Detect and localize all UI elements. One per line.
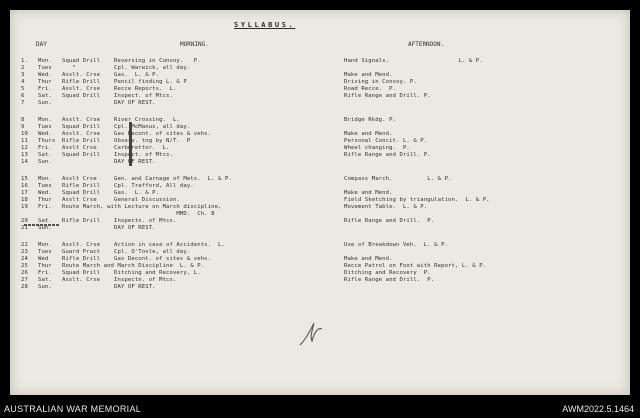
row-day-name: Tues [38, 183, 52, 189]
row-morning: Asslt. Crse Action in case of Accidents. L. [62, 242, 225, 248]
row-afternoon: Recce Patrol on Foot with Report, L. & P. [344, 263, 487, 269]
row-morning: Asslt Crse Carburettor. L. [62, 145, 170, 151]
row-day-number: 18 [21, 197, 28, 203]
row-day-name: Sat. [38, 152, 52, 158]
row-morning: Route March and March Discipline L. & P. [62, 263, 205, 269]
row-day-name: Thur [38, 197, 52, 203]
row-day-number: 7 [21, 100, 25, 106]
row-day-number: 9 [21, 124, 25, 130]
row-morning: Guard Pract Cpl. O'Toole, all day. [62, 249, 191, 255]
row-day-number: 11 [21, 138, 28, 144]
row-day-name: Sat. [38, 93, 52, 99]
row-afternoon: Make and Mend. [344, 190, 393, 196]
row-day-number: 3 [21, 72, 25, 78]
row-morning: Asslt. Crse River Crossing. L. [62, 117, 180, 123]
row-day-number: 27 [21, 277, 28, 283]
row-day-name: Fri. [38, 270, 52, 276]
row-afternoon: Make and Mend. [344, 72, 393, 78]
row-day-number: 13 [21, 152, 28, 158]
row-day-number: 17 [21, 190, 28, 196]
row-afternoon: Compass March. L. & P. [344, 176, 452, 182]
row-afternoon: Rifle Range and Drill. P. [344, 218, 435, 224]
row-day-name: Tues [38, 124, 52, 130]
row-afternoon: Ditching and Recovery P. [344, 270, 431, 276]
row-day-name: Thur [38, 263, 52, 269]
row-morning: Squad Drill Reversing in Convoy. P. [62, 58, 201, 64]
row-morning: Squad Drill Ditching and Recovery, L. [62, 270, 201, 276]
row-morning: " Cpl. Warwick, all day. [62, 65, 191, 71]
row-afternoon: Driving in Convoy. P. [344, 79, 417, 85]
row-day-number: 1. [21, 58, 28, 64]
row-morning: Asslt. Crse Gas. L. & P. [62, 72, 160, 78]
row-morning: Squad Drill Gas. L. & P. [62, 190, 160, 196]
row-afternoon: Bridge Rkdg. P. [344, 117, 397, 123]
row-morning: Rifle Drill Observ. tng by N/T. P [62, 138, 191, 144]
row-day-number: 19 [21, 204, 28, 210]
afternoon-header: AFTERNOON. [408, 41, 445, 48]
row-day-name: Tues [38, 65, 52, 71]
row-day-name: Mon. [38, 176, 52, 182]
row-morning: Rifle Drill Gas Decont. of sites & vehs. [62, 256, 212, 262]
row-morning: Asslt Crse Gen. and Carnage of Mets. L. & P. [62, 176, 232, 182]
row-morning: DAY OF REST. [62, 284, 156, 290]
row-day-name: Sun. [38, 284, 52, 290]
row-day-name: Mon. [38, 58, 52, 64]
row-day-number: 25 [21, 263, 28, 269]
row-day-number: 24 [21, 256, 28, 262]
page-title: SYLLABUS. [234, 21, 296, 29]
row-day-name: Wed. [38, 72, 52, 78]
row-morning: Asslt Crse General Discussion. [62, 197, 180, 203]
row-morning: Squad Drill Cpl. McManus, all day. [62, 124, 191, 130]
row-day-number: 22 [21, 242, 28, 248]
row-morning: Rifle Drill Inspectn. of Mtcs. [62, 218, 177, 224]
row-afternoon: Make and Mend. [344, 256, 393, 262]
footer-id: AWM2022.5.1464 [562, 404, 634, 414]
row-day-name: Sun. [38, 100, 52, 106]
row-morning: Route March, with Lecture on March discipline, [62, 204, 222, 210]
row-afternoon: Rifle Range and Drill. P. [344, 277, 435, 283]
row-morning: Asslt. Crse Recce Reports. L. [62, 86, 177, 92]
row-day-name: Mon. [38, 117, 52, 123]
row-day-name: Tues [38, 249, 52, 255]
row-morning: Squad Drill Inspect. of Mtcs. [62, 93, 173, 99]
row-morning: Asslt. Crse Inspectn. of Mtcs. [62, 277, 177, 283]
row-day-number: 8 [21, 117, 25, 123]
row-day-name: Fri. [38, 145, 52, 151]
row-morning: DAY OF REST. [62, 100, 156, 106]
row-day-name: Fri. [38, 204, 52, 210]
row-morning: DAY OF REST. [62, 225, 156, 231]
row-day-number: 28 [21, 284, 28, 290]
row-day-name: Sun. [38, 159, 52, 165]
morning-header: MORNING. [180, 41, 209, 48]
row-day-name: Fri. [38, 86, 52, 92]
document-page [10, 10, 630, 395]
row-day-number: 20 [21, 218, 28, 224]
row-day-number: 10 [21, 131, 28, 137]
row-day-number: 4 [21, 79, 25, 85]
row-day-number: 15 [21, 176, 28, 182]
row-day-number: 2 [21, 65, 25, 71]
row-day-name: Thurs [38, 138, 56, 144]
row-day-number: 23 [21, 249, 28, 255]
row-day-name: Wed [38, 256, 49, 262]
row-day-number: 5 [21, 86, 25, 92]
row-day-name: Sat. [38, 277, 52, 283]
row-day-number: 16 [21, 183, 28, 189]
row-afternoon: Wheel changing. P. [344, 145, 410, 151]
row-afternoon: Movement Table. L. & P. [344, 204, 428, 210]
row-day-name: Sat. [38, 218, 52, 224]
row-afternoon: Road Recce. P. [344, 86, 397, 92]
row-afternoon: Rifle Range and Drill. P. [344, 152, 431, 158]
row-afternoon: Make and Mend. [344, 131, 393, 137]
row-day-number: 6 [21, 93, 25, 99]
day-header: DAY [36, 41, 47, 48]
row-morning: Rifle Drill Cpl. Trafford, All day. [62, 183, 194, 189]
row-day-name: Wed. [38, 131, 52, 137]
row-afternoon: Personal Concit. L. & P. [344, 138, 428, 144]
row-morning: Squad Drill Inspect. of Mtcs. [62, 152, 173, 158]
row-day-number: 14 [21, 159, 28, 165]
row-afternoon: Use of Breakdown Veh. L. & P. [344, 242, 449, 248]
signature-mark [296, 315, 326, 349]
row-morning: Rifle Drill Pencil finding L. & P [62, 79, 187, 85]
row-day-name: Thur [38, 79, 52, 85]
row-day-name: Sun. [38, 225, 52, 231]
row-afternoon: Hand Signals. L. & P. [344, 58, 483, 64]
row-afternoon: Field Sketching by triangulation. L. & P. [344, 197, 490, 203]
row-day-name: Wed. [38, 190, 52, 196]
row-morning: Asslt. Crse Gas Decont. of sites & vehs. [62, 131, 212, 137]
row-day-number: 26 [21, 270, 28, 276]
row-morning: MMD. Ch. 8 [62, 211, 215, 217]
row-day-number: 21 [21, 225, 28, 231]
footer-source: AUSTRALIAN WAR MEMORIAL [4, 404, 142, 414]
row-day-name: Mon. [38, 242, 52, 248]
row-morning: DAY OF REST. [62, 159, 156, 165]
row-afternoon: Rifle Range and Drill. P. [344, 93, 431, 99]
row-day-number: 12 [21, 145, 28, 151]
